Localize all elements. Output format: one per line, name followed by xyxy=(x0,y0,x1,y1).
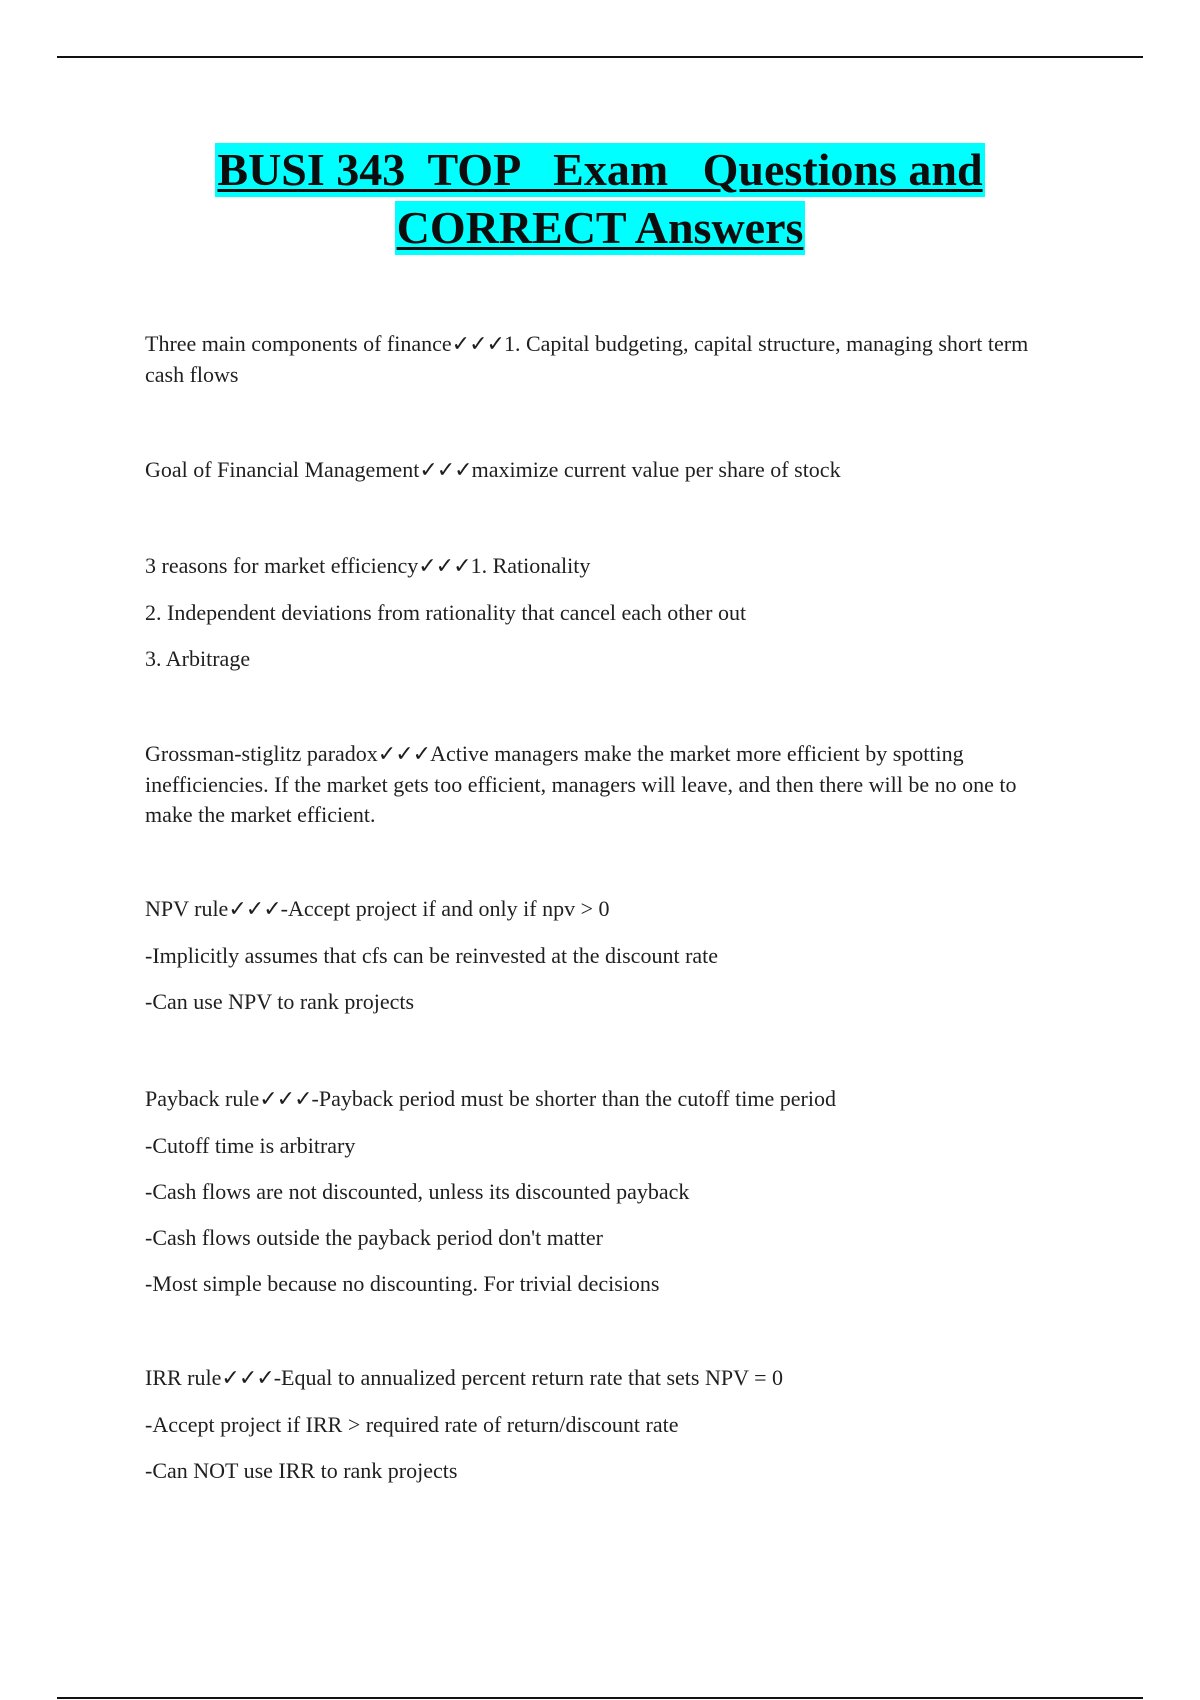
qa-line xyxy=(145,329,1065,390)
checkmarks-icon: ✓✓✓ xyxy=(259,1087,312,1112)
qa-extra-line: -Can use NPV to rank projects xyxy=(145,989,415,1014)
qa-extra-line: -Cash flows outside the payback period don't matter xyxy=(145,1225,603,1250)
title-line-1: BUSI 343 TOP Exam Questions and xyxy=(217,144,983,195)
qa-line xyxy=(145,455,1065,486)
qa-line xyxy=(145,739,1065,830)
answer-text: -Equal to annualized percent return rate that sets NPV = 0 xyxy=(273,1365,783,1390)
top-rule xyxy=(57,56,1143,58)
qa-extra-line: 2. Independent deviations from rationality that cancel each other out xyxy=(145,600,747,625)
answer-text: -Payback period must be shorter than the cutoff time period xyxy=(311,1086,836,1111)
document-title xyxy=(0,143,1200,255)
qa-item-payback-rule xyxy=(145,1084,1065,1299)
bottom-rule xyxy=(57,1697,1143,1699)
qa-line xyxy=(145,551,1065,582)
checkmarks-icon: ✓✓✓ xyxy=(419,458,472,483)
question-text: Grossman-stiglitz paradox xyxy=(145,741,378,766)
question-text: 3 reasons for market efficiency xyxy=(145,553,419,578)
title-line-2: CORRECT Answers xyxy=(396,202,804,253)
qa-extra-line: -Can NOT use IRR to rank projects xyxy=(145,1458,458,1483)
question-text: NPV rule xyxy=(145,896,229,921)
qa-item-market-efficiency xyxy=(145,551,1065,674)
checkmarks-icon: ✓✓✓ xyxy=(377,742,431,767)
qa-item-components xyxy=(145,329,1065,390)
answer-text: maximize current value per share of stock xyxy=(471,457,841,482)
qa-line xyxy=(145,894,1065,925)
qa-extra-line: -Cash flows are not discounted, unless its discounted payback xyxy=(145,1179,690,1204)
qa-item-npv-rule xyxy=(145,894,1065,1017)
qa-item-irr-rule xyxy=(145,1363,1065,1486)
answer-text: -Accept project if and only if npv > 0 xyxy=(280,896,610,921)
qa-extra-line: 3. Arbitrage xyxy=(145,646,251,671)
question-text: Goal of Financial Management xyxy=(145,457,420,482)
qa-line xyxy=(145,1363,1065,1394)
qa-extra-line: -Implicitly assumes that cfs can be reinvested at the discount rate xyxy=(145,943,719,968)
qa-extra-line: -Accept project if IRR > required rate of return/discount rate xyxy=(145,1412,679,1437)
checkmarks-icon: ✓✓✓ xyxy=(228,897,281,922)
checkmarks-icon: ✓✓✓ xyxy=(418,554,471,579)
checkmarks-icon: ✓✓✓ xyxy=(221,1366,274,1391)
answer-text: Active managers make the market more efficient by spotting inefficiencies. If the market gets too efficient, managers will leave, and then there will be no one to make the market efficient. xyxy=(145,741,1017,827)
qa-item-goal xyxy=(145,455,1065,486)
question-text: Payback rule xyxy=(145,1086,260,1111)
answer-text: 1. Capital budgeting, capital structure, managing short term cash flows xyxy=(145,331,1029,387)
answer-text: 1. Rationality xyxy=(470,553,591,578)
qa-item-grossman-stiglitz xyxy=(145,739,1065,830)
question-text: IRR rule xyxy=(145,1365,222,1390)
question-text: Three main components of finance xyxy=(145,331,452,356)
qa-line xyxy=(145,1084,1065,1115)
qa-extra-line: -Cutoff time is arbitrary xyxy=(145,1133,356,1158)
checkmarks-icon: ✓✓✓ xyxy=(451,332,504,357)
qa-extra-line: -Most simple because no discounting. For trivial decisions xyxy=(145,1271,660,1296)
